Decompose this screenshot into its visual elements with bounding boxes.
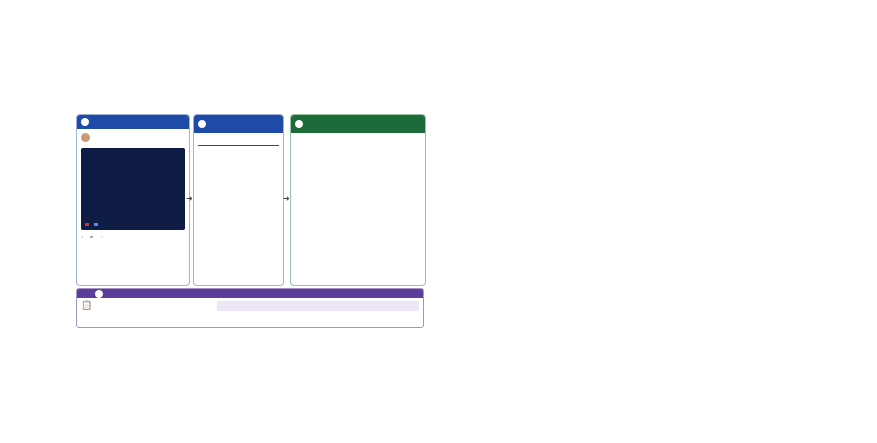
panel-example-message xyxy=(76,114,190,286)
avatar xyxy=(81,133,90,142)
reply-count: ○ xyxy=(81,235,84,239)
panel-misleadingness xyxy=(290,114,426,286)
chart-title xyxy=(81,148,185,151)
step-number xyxy=(81,118,89,126)
chart-plot xyxy=(81,164,185,220)
clipboard-icon: 📋 xyxy=(81,301,93,311)
fact-verification-note xyxy=(198,145,279,149)
like-count: ♡ xyxy=(100,235,104,239)
figure-1 xyxy=(76,114,424,328)
interpretation-intro xyxy=(95,301,213,311)
panel-fact-verification xyxy=(193,114,284,286)
arrow-right-icon: ➜ xyxy=(283,194,290,203)
step-number xyxy=(198,120,206,128)
poverty-chart xyxy=(81,148,185,230)
tweet xyxy=(77,129,189,253)
panel-evidence-interpretation xyxy=(76,288,424,328)
step-number xyxy=(95,290,103,298)
retweet-count: ⇄ xyxy=(90,235,94,239)
step-number xyxy=(295,120,303,128)
arrow-right-icon: ➜ xyxy=(186,194,193,203)
interpretation-text xyxy=(217,301,419,311)
chart-legend xyxy=(85,223,99,227)
